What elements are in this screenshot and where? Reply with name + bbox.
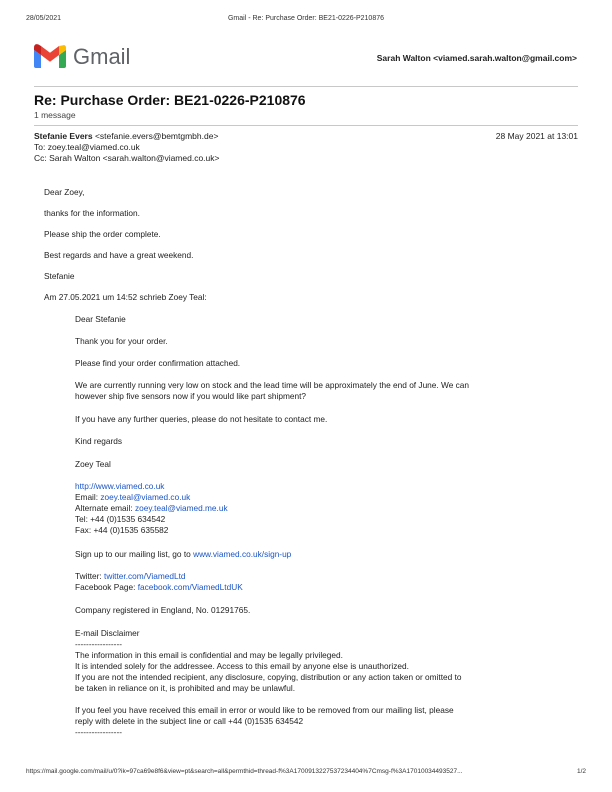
- quoted-line: We are currently running very low on stock and the lead time will be approximately the end of June. We can: [75, 380, 470, 390]
- disclaimer-line: The information in this email is confidential and may be legally privileged.: [75, 650, 343, 660]
- facebook-link[interactable]: facebook.com/ViamedLtdUK: [137, 582, 243, 592]
- quoted-regards: Kind regards: [75, 436, 123, 446]
- email-label: Email:: [75, 492, 101, 502]
- thread-subject: Re: Purchase Order: BE21-0226-P210876: [34, 92, 306, 108]
- alt-email-label: Alternate email:: [75, 503, 135, 513]
- disclaimer-line: reply with delete in the subject line or call +44 (0)1535 634542: [75, 716, 304, 726]
- page-number: 1/2: [576, 768, 586, 775]
- gmail-brand: Gmail: [73, 44, 131, 69]
- sender: [34, 131, 218, 141]
- reply-greeting: Dear Zoey,: [44, 187, 85, 197]
- divider: [34, 125, 578, 126]
- disclaimer-separator: -----------------: [75, 727, 122, 737]
- disclaimer-line: If you feel you have received this email in error or would like to be removed from our mailing list, please: [75, 705, 454, 715]
- quoted-line: Thank you for your order.: [75, 336, 168, 346]
- email-link[interactable]: zoey.teal@viamed.co.uk: [100, 492, 191, 502]
- account-email: Sarah Walton <viamed.sarah.walton@gmail.com>: [376, 53, 577, 63]
- spacer: [75, 694, 462, 705]
- quoted-line: Please find your order confirmation attached.: [75, 358, 241, 368]
- gmail-logo-icon: [34, 44, 66, 68]
- quote-intro: Am 27.05.2021 um 14:52 schrieb Zoey Teal:: [44, 292, 207, 302]
- disclaimer-line: If you are not the intended recipient, any disclosure, copying, distribution or any action taken or omitted to: [75, 672, 462, 682]
- message-date: 28 May 2021 at 13:01: [495, 131, 578, 141]
- alt-email-link[interactable]: zoey.teal@viamed.me.uk: [134, 503, 228, 513]
- reply-line: thanks for the information.: [44, 208, 140, 218]
- cc-line: Cc: Sarah Walton <sarah.walton@viamed.co.uk>: [34, 153, 220, 163]
- reply-line: Please ship the order complete.: [44, 229, 161, 239]
- reply-signoff: Stefanie: [44, 271, 75, 281]
- quoted-name: Zoey Teal: [75, 459, 111, 469]
- disclaimer-title: E-mail Disclaimer: [75, 628, 140, 638]
- facebook-label: Facebook Page:: [75, 582, 138, 592]
- sender-name: Stefanie Evers: [34, 131, 93, 141]
- website-link[interactable]: http://www.viamed.co.uk: [75, 481, 165, 491]
- quoted-greeting: Dear Stefanie: [75, 314, 126, 324]
- twitter-label: Twitter:: [75, 571, 105, 581]
- print-url: https://mail.google.com/mail/u/0?ik=97ca69e8f6&view=pt&search=all&permthid=thread-f%3A1700913227537234404%7Cmsg-f%3A17010034493527...: [26, 768, 463, 775]
- divider: [34, 86, 578, 87]
- to-line: To: zoey.teal@viamed.co.uk: [34, 142, 140, 152]
- print-title: Gmail - Re: Purchase Order: BE21-0226-P210876: [227, 15, 385, 22]
- mailing-line: [75, 549, 291, 559]
- disclaimer-line: be taken in reliance on it, is prohibited and may be unlawful.: [75, 683, 296, 693]
- quoted-line: If you have any further queries, please do not hesitate to contact me.: [75, 414, 328, 424]
- disclaimer-separator: -----------------: [75, 639, 122, 649]
- sender-email: <stefanie.evers@bemtgmbh.de>: [94, 131, 219, 141]
- print-date: 28/05/2021: [26, 15, 62, 22]
- message-count: 1 message: [34, 110, 76, 120]
- mailing-link[interactable]: www.viamed.co.uk/sign-up: [193, 549, 292, 559]
- reply-line: Best regards and have a great weekend.: [44, 250, 194, 260]
- tel-line: Tel: +44 (0)1535 634542: [75, 514, 166, 524]
- mailing-label: Sign up to our mailing list, go to: [75, 549, 194, 559]
- twitter-link[interactable]: twitter.com/ViamedLtd: [104, 571, 186, 581]
- fax-line: Fax: +44 (0)1535 635582: [75, 525, 169, 535]
- company-line: Company registered in England, No. 01291765.: [75, 605, 251, 615]
- quoted-line: however ship five sensors now if you would like part shipment?: [75, 391, 307, 401]
- disclaimer-line: It is intended solely for the addressee. Access to this email by anyone else is unauthorized.: [75, 661, 409, 671]
